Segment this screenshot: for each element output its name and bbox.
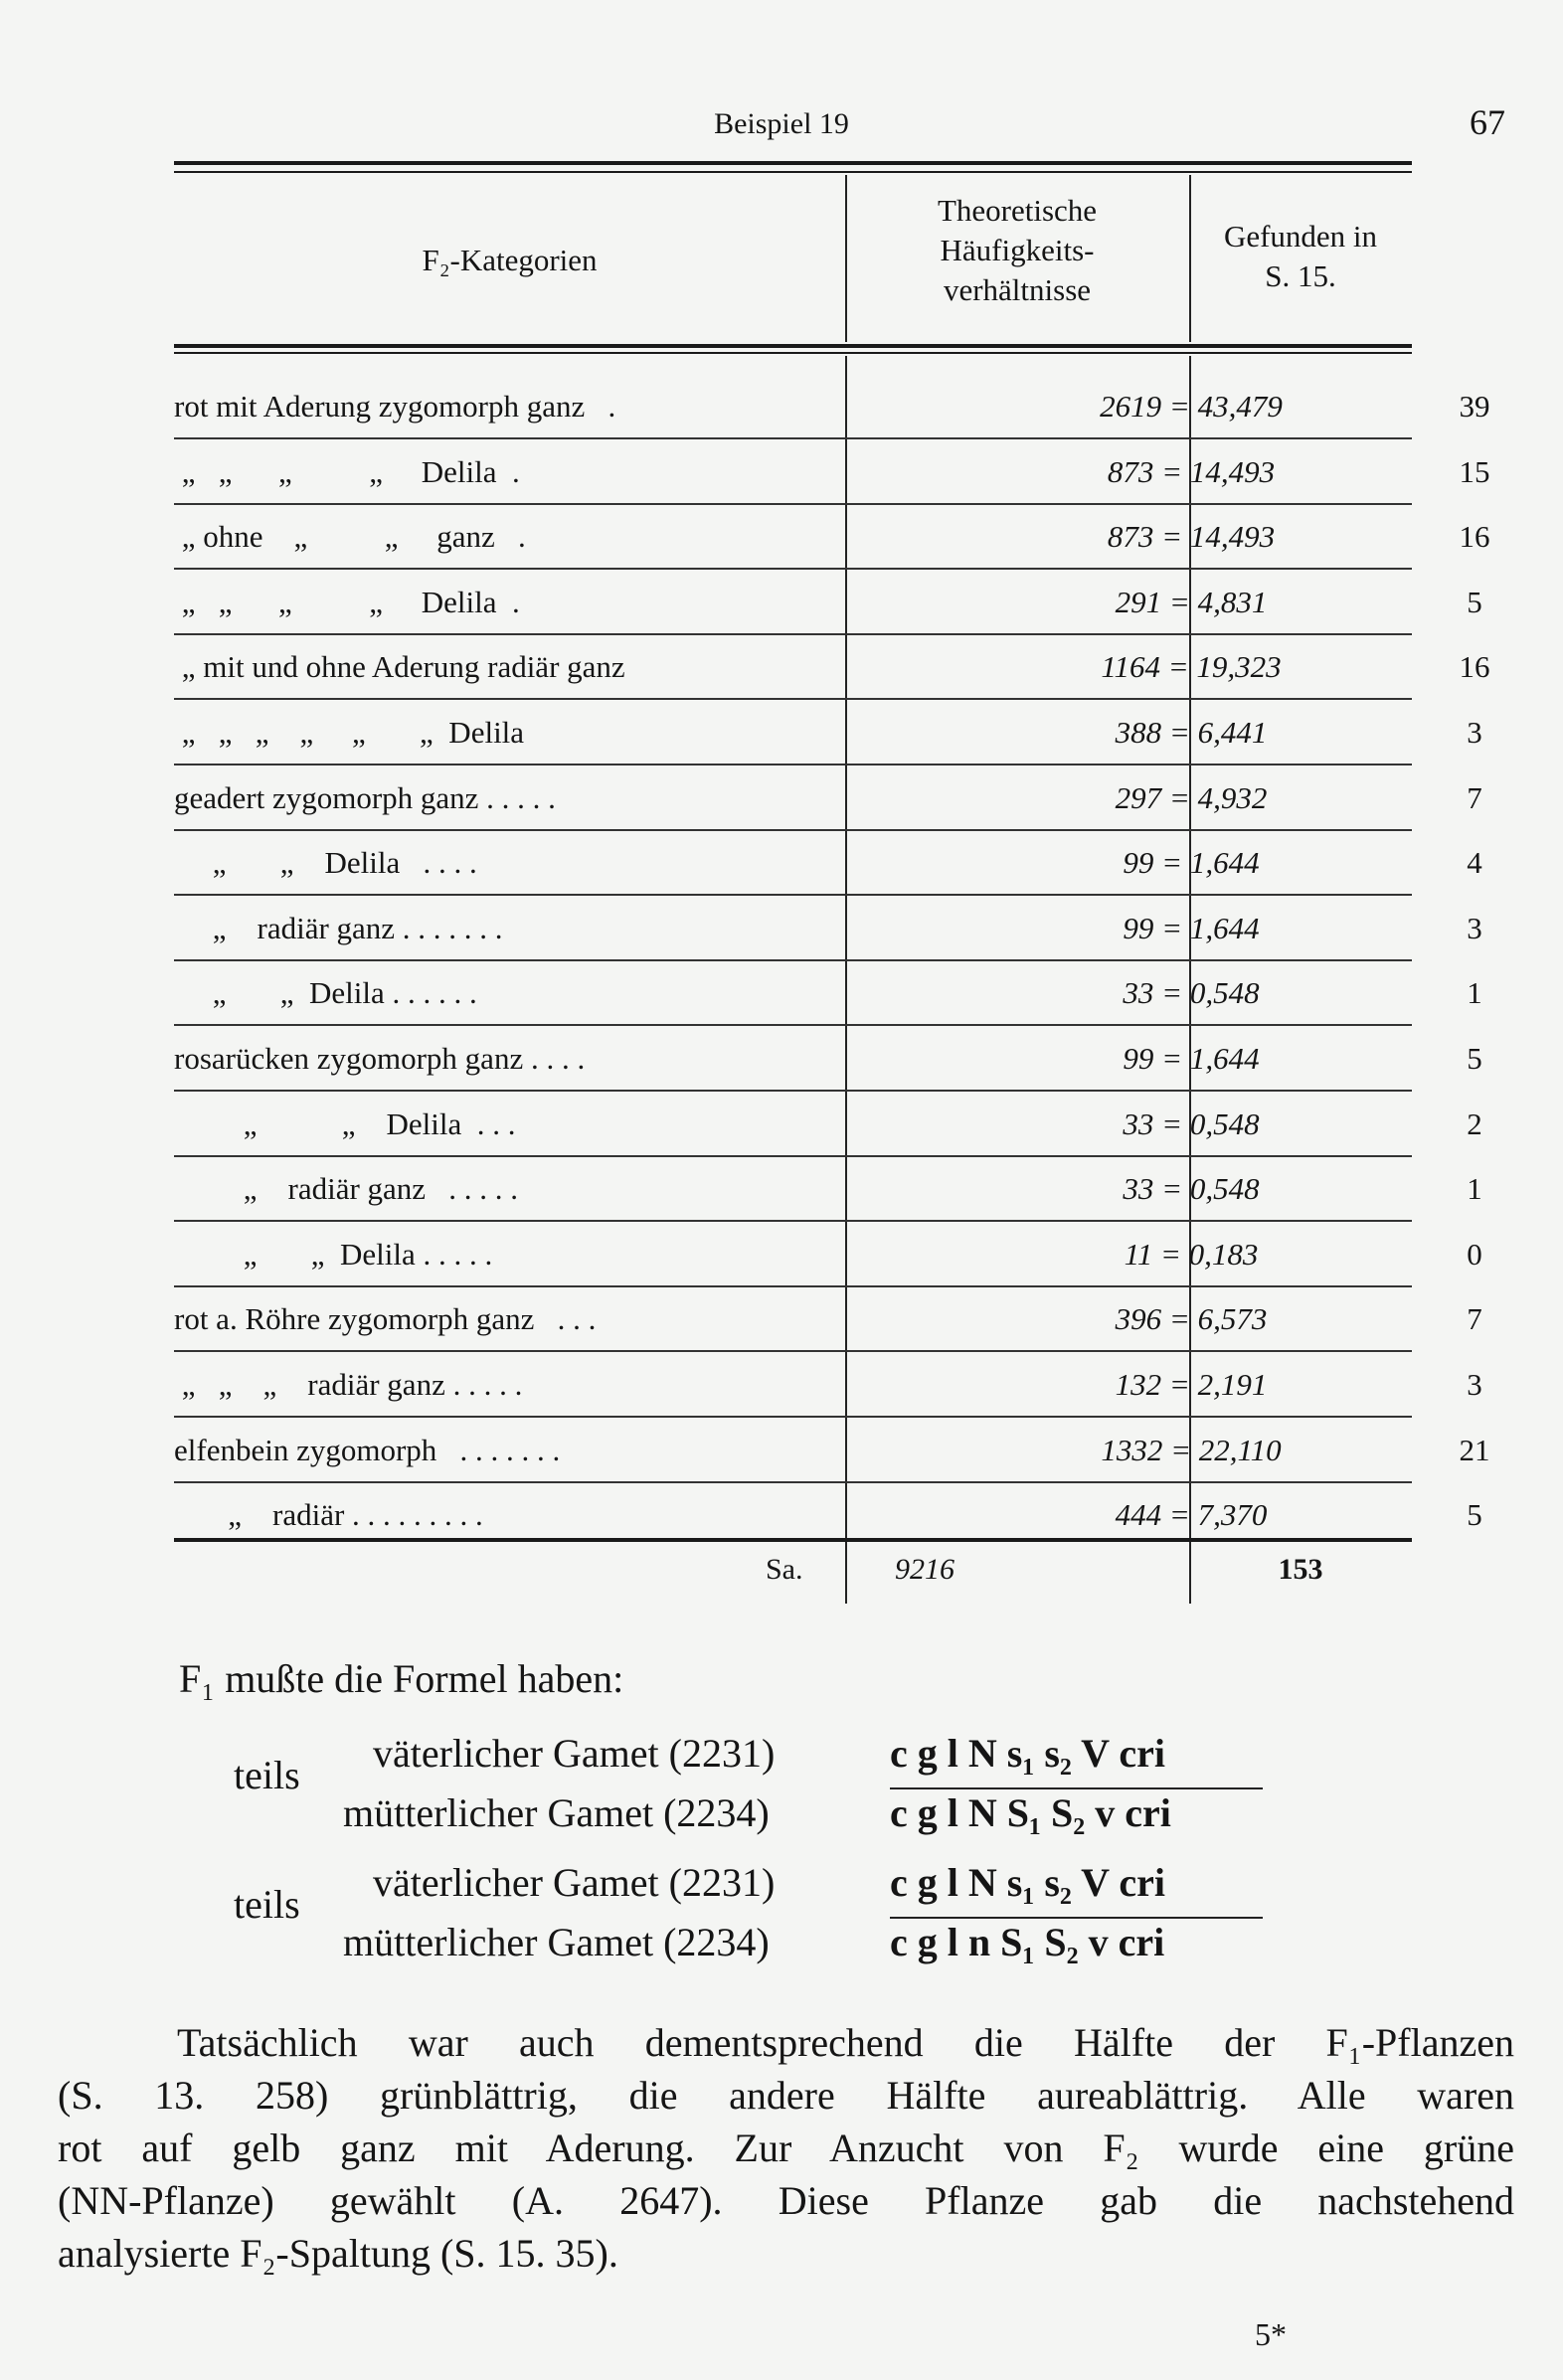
table-row — [174, 897, 1482, 961]
found-cell: 1 — [1467, 975, 1482, 1011]
table-row — [174, 1287, 1482, 1352]
maternal-gamete-label: mütterlicher Gamet (2234) — [343, 1920, 770, 1964]
category-cell: „ radiär ganz . . . . . . . — [174, 910, 503, 945]
paternal-gamete-genes: c g l N s₁ s₂ V cri — [890, 1860, 1165, 1905]
found-cell: 15 — [1459, 453, 1490, 489]
header-categories: F₂-Kategorien — [422, 243, 598, 277]
found-cell: 4 — [1467, 845, 1482, 881]
category-cell: „ „ „ „ Delila . — [174, 584, 520, 619]
table-bottom-rule — [174, 1538, 1412, 1542]
category-cell: „ mit und ohne Aderung radiär ganz — [174, 649, 625, 685]
theoretical-cell: 2619 = 43,479 — [1100, 389, 1283, 424]
found-cell: 16 — [1459, 649, 1490, 685]
paragraph-line: (NN-Pflanze) gewählt (A. 2647). Diese Pflanze gab die nachstehend — [58, 2178, 1514, 2223]
category-cell: „ „ Delila . . . . . — [174, 1236, 493, 1272]
found-cell: 39 — [1459, 389, 1490, 424]
category-cell: rot a. Röhre zygomorph ganz . . . — [174, 1301, 597, 1337]
column-divider — [845, 175, 847, 342]
column-divider — [1189, 175, 1191, 342]
table-row — [174, 635, 1490, 700]
paragraph-line: (S. 13. 258) grünblättrig, die andere Hälfte aureablättrig. Alle waren — [58, 2073, 1514, 2118]
header-theoretical-line: Theoretische — [937, 193, 1098, 228]
formula-intro: F₁ mußte die Formel haben: — [179, 1656, 624, 1701]
teils-label: teils — [234, 1753, 300, 1797]
category-cell: „ „ Delila . . . — [174, 1105, 516, 1141]
sum-label: Sa. — [766, 1553, 803, 1586]
found-cell: 5 — [1467, 584, 1482, 619]
category-cell: elfenbein zygomorph . . . . . . . — [174, 1432, 561, 1467]
theoretical-cell: 132 = 2,191 — [1115, 1367, 1268, 1402]
paternal-gamete-genes: c g l N s₁ s₂ V cri — [890, 1731, 1165, 1776]
table-top-rule — [174, 161, 1412, 165]
table-row — [174, 831, 1482, 896]
theoretical-cell: 1332 = 22,110 — [1101, 1432, 1282, 1467]
maternal-gamete-label: mütterlicher Gamet (2234) — [343, 1790, 770, 1835]
found-cell: 3 — [1467, 1367, 1482, 1402]
table-row — [174, 1419, 1490, 1483]
maternal-gamete-genes: c g l N S₁ S₂ v cri — [890, 1790, 1171, 1835]
table-row — [174, 440, 1490, 505]
header-bottom-rule-thin — [174, 352, 1412, 354]
theoretical-cell: 444 = 7,370 — [1115, 1497, 1268, 1533]
found-cell: 7 — [1467, 1301, 1482, 1337]
header-found-line: S. 15. — [1265, 258, 1336, 293]
header-bottom-rule — [174, 344, 1412, 348]
header-found-line: Gefunden in — [1223, 219, 1378, 254]
found-cell: 16 — [1459, 519, 1490, 555]
found-cell: 2 — [1467, 1105, 1482, 1141]
category-cell: „ „ „ radiär ganz . . . . . — [174, 1367, 523, 1402]
header-theoretical-line: verhältnisse — [943, 272, 1092, 307]
table-row — [174, 1223, 1482, 1287]
theoretical-cell: 33 = 0,548 — [1123, 1105, 1260, 1141]
theoretical-cell: 1164 = 19,323 — [1101, 649, 1282, 685]
theoretical-cell: 33 = 0,548 — [1123, 1171, 1260, 1207]
theoretical-cell: 388 = 6,441 — [1115, 715, 1268, 750]
table-row — [174, 701, 1482, 765]
category-cell: „ „ „ „ Delila . — [174, 453, 520, 489]
theoretical-cell: 396 = 6,573 — [1115, 1301, 1268, 1337]
theoretical-cell: 291 = 4,831 — [1115, 584, 1268, 619]
table-row — [174, 961, 1482, 1026]
theoretical-cell: 33 = 0,548 — [1123, 975, 1260, 1011]
theoretical-cell: 873 = 14,493 — [1107, 453, 1276, 489]
header-theoretical-line: Häufigkeits- — [940, 233, 1095, 267]
sum-theoretical: 9216 — [895, 1553, 955, 1586]
page-number: 67 — [1470, 102, 1505, 142]
paragraph-line: rot auf gelb ganz mit Aderung. Zur Anzucht von F₂ wurde eine grüne — [58, 2125, 1514, 2170]
theoretical-cell: 297 = 4,932 — [1115, 779, 1268, 815]
table-row — [174, 766, 1482, 831]
found-cell: 21 — [1459, 1432, 1490, 1467]
table-row — [174, 1157, 1482, 1222]
paragraph-line: analysierte F₂-Spaltung (S. 15. 35). — [58, 2231, 618, 2276]
theoretical-cell: 99 = 1,644 — [1123, 1041, 1260, 1076]
category-cell: „ „ „ „ „ „ Delila — [174, 715, 525, 750]
found-cell: 0 — [1467, 1236, 1482, 1272]
header-theoretical — [845, 191, 1189, 310]
signature-mark: 5* — [1255, 2316, 1287, 2352]
category-cell: geadert zygomorph ganz . . . . . — [174, 779, 556, 815]
theoretical-cell: 873 = 14,493 — [1107, 519, 1276, 555]
category-cell: rosarücken zygomorph ganz . . . . — [174, 1041, 586, 1076]
paragraph-line: Tatsächlich war auch dementsprechend die Hälfte der F₁-Pflanzen — [177, 2020, 1514, 2065]
table-row — [174, 1093, 1482, 1157]
table-top-rule-thin — [174, 171, 1412, 173]
theoretical-cell: 99 = 1,644 — [1123, 845, 1260, 881]
theoretical-cell: 11 = 0,183 — [1124, 1236, 1259, 1272]
teils-label: teils — [234, 1882, 300, 1927]
found-cell: 3 — [1467, 910, 1482, 945]
found-cell: 7 — [1467, 779, 1482, 815]
body-paragraph — [58, 2016, 1514, 2280]
category-cell: „ ohne „ „ ganz . — [174, 519, 526, 555]
found-cell: 5 — [1467, 1041, 1482, 1076]
category-cell: „ radiär ganz . . . . . — [174, 1171, 519, 1207]
table-row — [174, 505, 1490, 570]
category-cell: rot mit Aderung zygomorph ganz . — [174, 389, 616, 424]
table-row — [174, 1353, 1482, 1418]
found-cell: 3 — [1467, 715, 1482, 750]
theoretical-cell: 99 = 1,644 — [1123, 910, 1260, 945]
table-row — [174, 375, 1490, 439]
paternal-gamete-label: väterlicher Gamet (2231) — [373, 1731, 776, 1776]
category-cell: „ „ Delila . . . . — [174, 845, 477, 881]
category-cell: „ „ Delila . . . . . . — [174, 975, 477, 1011]
sum-found: 153 — [1278, 1553, 1323, 1586]
maternal-gamete-genes: c g l n S₁ S₂ v cri — [890, 1920, 1165, 1964]
table-row — [174, 571, 1482, 635]
table-row — [174, 1027, 1482, 1092]
running-head: Beispiel 19 — [714, 107, 849, 140]
paternal-gamete-label: väterlicher Gamet (2231) — [373, 1860, 776, 1905]
found-cell: 5 — [1467, 1497, 1482, 1533]
category-cell: „ radiär . . . . . . . . . — [174, 1497, 483, 1533]
found-cell: 1 — [1467, 1171, 1482, 1207]
header-found — [1189, 217, 1412, 296]
